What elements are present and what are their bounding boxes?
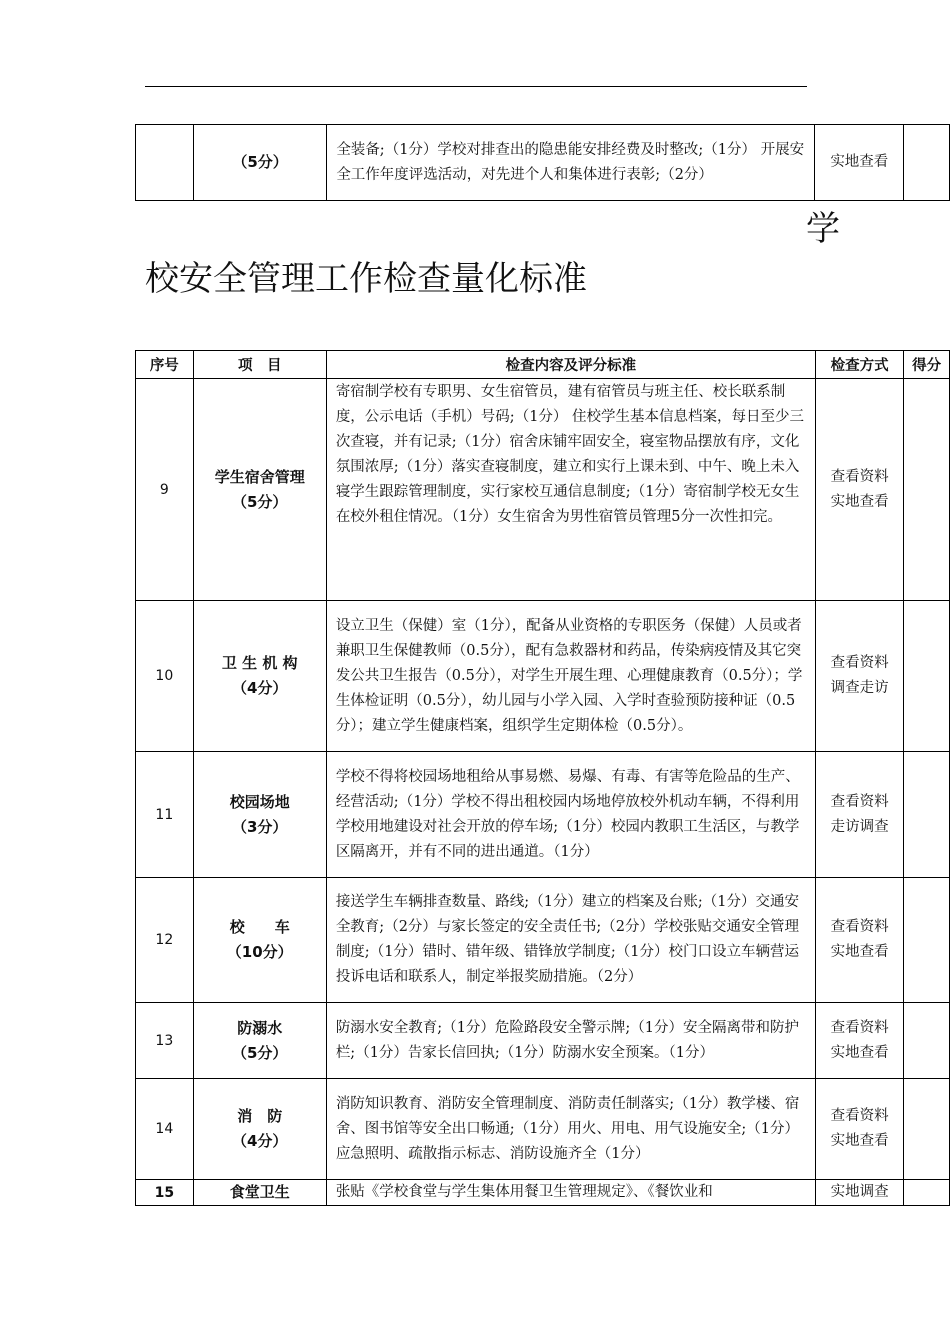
content-cell: 消防知识教育、消防安全管理制度、消防责任制落实;（1分）教学楼、宿舍、图书馆等安全出口畅通;（1分）用火、用电、用气设施安全;（1分）应急照明、疏散指示标志、消防设施齐全（1分） — [326, 1079, 815, 1180]
header-method: 检查方式 — [815, 351, 903, 379]
method-line: 走访调查 — [830, 818, 889, 835]
seq-cell: 14 — [136, 1079, 194, 1180]
seq-cell: 10 — [136, 601, 194, 752]
content-cell: 张贴《学校食堂与学生集体用餐卫生管理规定》、《餐饮业和 — [326, 1180, 815, 1206]
header-content: 检查内容及评分标准 — [326, 351, 815, 379]
table-row — [136, 1003, 950, 1079]
item-name: 卫 生 机 构 — [221, 654, 298, 672]
seq-cell: 12 — [136, 878, 194, 1003]
content-cell: 学校不得将校园场地租给从事易燃、易爆、有毒、有害等危险品的生产、经营活动;（1分）学校不得出租校园内场地停放校外机动车辆，不得利用学校用地建设对社会开放的停车场;（1分）校园内教职工生活区，与教学区隔离开，并有不同的进出通道。（1分） — [326, 752, 815, 878]
content-cell: 接送学生车辆排查数量、路线;（1分）建立的档案及台账;（1分）交通安全教育;（2分）与家长签定的安全责任书;（2分）学校张贴交通安全管理制度;（1分）错时、错年级、错锋放学制度;（1分）校门口设立车辆营运投诉电话和联系人，制定举报奖励措施。（2分） — [326, 878, 815, 1003]
previous-table-fragment — [135, 124, 950, 201]
item-points: （4分） — [232, 1132, 288, 1150]
method-cell: 实地查看 — [815, 125, 904, 201]
content-cell: 寄宿制学校有专职男、女生宿管员，建有宿管员与班主任、校长联系制度，公示电话（手机）号码;（1分） 住校学生基本信息档案，每日至少三次查寝，并有记录;（1分）宿舍床铺牢固安全，寝室物品摆放有序，文化氛围浓厚;（1分）落实查寝制度，建立和实行上课未到、中午、晚上未入寝学生跟踪管理制度，实行家校互通信息制度;（1分）寄宿制学校无女生在校外租住情况。（1分）女生宿舍为男性宿管员管理5分一次性扣完。 — [326, 379, 815, 601]
item-points: （4分） — [232, 679, 288, 697]
item-cell — [193, 878, 326, 1003]
item-cell — [193, 752, 326, 878]
method-cell — [815, 1180, 903, 1206]
table-row — [136, 1079, 950, 1180]
table-row — [136, 125, 950, 201]
method-cell — [815, 601, 903, 752]
item-points: （3分） — [232, 817, 288, 836]
item-name: 防溺水 — [237, 1018, 283, 1037]
table-row — [136, 752, 950, 878]
score-cell — [904, 1003, 950, 1079]
method-line: 查看资料 — [830, 1108, 889, 1124]
method-line: 实地查看 — [830, 1044, 889, 1061]
seq-cell: 9 — [136, 379, 194, 601]
score-cell — [904, 125, 950, 201]
method-cell — [815, 752, 903, 878]
seq-cell: 11 — [136, 752, 194, 878]
method-line: 查看资料 — [830, 919, 889, 935]
item-cell — [193, 1003, 326, 1079]
item-name: 学生宿舍管理 — [214, 467, 305, 486]
score-cell — [904, 1079, 950, 1180]
method-line: 实地调查 — [830, 1184, 889, 1200]
page-title: 校安全管理工作检查量化标准 — [145, 259, 587, 299]
score-cell — [904, 878, 950, 1003]
method-line: 查看资料 — [830, 655, 889, 671]
seq-cell — [136, 125, 194, 201]
method-cell — [815, 1003, 903, 1079]
content-cell: 设立卫生（保健）室（1分），配备从业资格的专职医务（保健）人员或者兼职卫生保健教师（0.5分），配有急救器材和药品，传染病疫情及其它突发公共卫生报告（0.5分），对学生开展生理、心理健康教育（0.5分）；学生体检证明（0.5分），幼儿园与小学入园、入学时查验预防接种证（0.5分）；建立学生健康档案，组织学生定期体检（0.5分）。 — [326, 601, 815, 752]
method-line: 查看资料 — [830, 793, 889, 810]
method-line: 查看资料 — [830, 1019, 889, 1036]
content-cell: 全装备;（1分）学校对排查出的隐患能安排经费及时整改;（1分） 开展安全工作年度评选活动，对先进个人和集体进行表彰;（2分） — [327, 125, 815, 201]
header-item: 项 目 — [193, 351, 326, 379]
method-line: 实地查看 — [830, 493, 889, 510]
table-row — [136, 601, 950, 752]
item-name: 校 车 — [229, 918, 290, 936]
page-title-first-char: 学 — [806, 209, 840, 249]
seq-cell: 13 — [136, 1003, 194, 1079]
item-cell — [193, 1180, 326, 1206]
score-cell — [904, 601, 950, 752]
method-line: 实地查看 — [830, 944, 889, 960]
header-rule — [145, 86, 807, 87]
table-row — [136, 379, 950, 601]
item-cell — [193, 379, 326, 601]
method-cell — [815, 1079, 903, 1180]
method-line: 查看资料 — [830, 468, 889, 485]
item-points: （5分） — [232, 492, 288, 511]
method-cell — [815, 379, 903, 601]
item-cell: （5分） — [193, 125, 327, 201]
item-name: 校园场地 — [229, 792, 290, 811]
item-name: 食堂卫生 — [229, 1183, 290, 1201]
method-line: 实地查看 — [830, 1133, 889, 1149]
method-line: 调查走访 — [830, 680, 889, 696]
table-row — [136, 1180, 950, 1206]
seq-cell: 15 — [136, 1180, 194, 1206]
inspection-table — [135, 350, 950, 1206]
header-seq: 序号 — [136, 351, 194, 379]
method-cell — [815, 878, 903, 1003]
header-score: 得分 — [904, 351, 950, 379]
table-row — [136, 878, 950, 1003]
score-cell — [904, 752, 950, 878]
item-points: （5分） — [232, 1043, 288, 1062]
score-cell — [904, 1180, 950, 1206]
content-cell: 防溺水安全教育;（1分）危险路段安全警示牌;（1分）安全隔离带和防护栏;（1分）告家长信回执;（1分）防溺水安全预案。（1分） — [326, 1003, 815, 1079]
table-header-row — [136, 351, 950, 379]
item-points: （10分） — [226, 943, 293, 961]
score-cell — [904, 379, 950, 601]
item-name: 消 防 — [237, 1107, 283, 1125]
item-cell — [193, 1079, 326, 1180]
item-cell — [193, 601, 326, 752]
